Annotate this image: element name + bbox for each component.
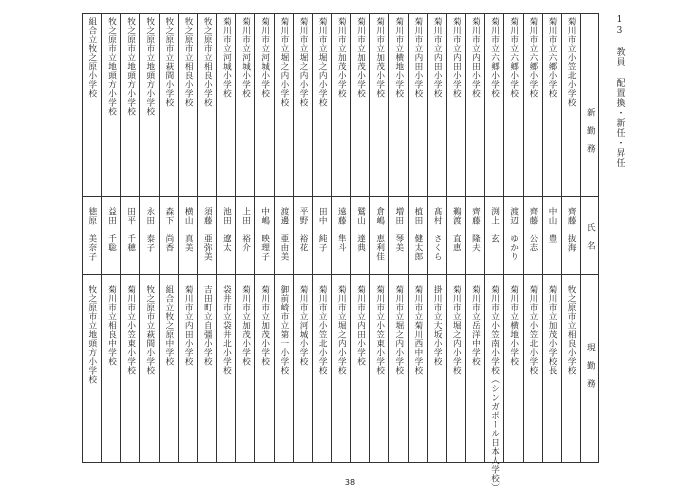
new-post-cell [447, 17, 465, 98]
name-cell-text: 池田 遼太 [221, 207, 232, 252]
current-post-cell-text: 牧之原市立萩間小学校 [144, 285, 155, 375]
current-post-cell-text: 菊川市立小笠東小学校 [374, 285, 385, 375]
name-cell [179, 207, 197, 252]
table-row [120, 13, 139, 463]
current-post-cell [160, 285, 178, 366]
table-row [503, 13, 522, 463]
new-post-cell [524, 17, 542, 98]
name-cell [332, 207, 350, 252]
new-post-cell-text: 菊川市立河城小学校 [240, 17, 251, 98]
current-post-cell [294, 285, 312, 366]
name-cell [389, 207, 407, 252]
current-post-cell [332, 285, 350, 375]
name-cell-text: 増田 琴美 [393, 207, 404, 252]
table-row [542, 13, 561, 463]
table-row [274, 13, 293, 463]
name-cell-text: 鵜渡 直恵 [451, 207, 462, 252]
name-cell-text: 倉嶋 恵利佳 [374, 207, 385, 261]
new-post-cell-text: 菊川市立加茂小学校 [355, 17, 366, 98]
name-cell [140, 207, 158, 252]
name-cell [504, 207, 522, 261]
name-cell [160, 207, 178, 252]
new-post-cell-text: 菊川市立六郷小学校 [527, 17, 538, 98]
table-row [408, 13, 427, 463]
name-cell-text: 齊藤 公志 [527, 207, 538, 252]
new-post-cell-text: 牧之原市立地頭方小学校 [125, 17, 136, 116]
current-post-cell [389, 285, 407, 375]
current-post-cell-text: 菊川市立岳洋中学校 [470, 285, 481, 366]
current-post-cell-text: 菊川市立内田小学校 [183, 285, 194, 366]
new-post-cell-text: 菊川市立六郷小学校 [547, 17, 558, 98]
section-title-text: 13 教員 配置換・新任・昇任 [614, 15, 625, 168]
name-cell-text: 植田 健太郎 [412, 207, 423, 261]
name-cell [82, 207, 101, 261]
name-cell-text: 渡邊 亜由美 [278, 207, 289, 261]
name-cell [428, 207, 446, 261]
new-post-cell-text: 菊川市立河城小学校 [221, 17, 232, 98]
current-post-cell [370, 285, 388, 375]
current-post-cell [121, 285, 139, 375]
name-cell-text: 髙村 さくら [432, 207, 443, 261]
new-post-cell-text: 牧之原市立萩間小学校 [163, 17, 174, 107]
name-cell [313, 207, 331, 252]
name-cell [370, 207, 388, 261]
name-cell [543, 207, 561, 243]
table-row [369, 13, 388, 463]
current-post-cell-text: 菊川市立小笠北小学校 [527, 285, 538, 375]
new-post-cell [198, 17, 216, 107]
new-post-cell-text: 菊川市立六郷小学校 [489, 17, 500, 98]
name-cell-text: 益田 千聡 [106, 207, 117, 252]
current-post-cell [255, 285, 273, 366]
current-post-cell [428, 285, 446, 366]
current-post-cell [198, 285, 216, 366]
new-post-cell [409, 17, 427, 98]
name-cell-text: 中嶋 映理子 [259, 207, 270, 261]
name-cell [236, 207, 254, 252]
name-cell [255, 207, 273, 261]
table-row [427, 13, 446, 463]
new-post-cell-text: 牧之原市立地頭方小学校 [106, 17, 117, 116]
new-post-cell-text: 菊川市立横地小学校 [393, 17, 404, 98]
new-post-cell-text: 組合立牧之原小学校 [86, 17, 97, 98]
section-title [606, 15, 632, 168]
name-cell [275, 207, 293, 261]
name-cell-text: 渡辺 ゆかり [508, 207, 519, 261]
table-row [561, 13, 580, 463]
current-post-cell [236, 285, 254, 366]
new-post-cell [313, 17, 331, 107]
new-post-cell [140, 17, 158, 116]
current-post-cell [466, 285, 484, 366]
new-post-cell [562, 17, 580, 107]
current-post-cell-text: 袋井市立袋井北小学校 [221, 285, 232, 375]
new-post-cell-text: 菊川市立小笠北小学校 [566, 17, 577, 107]
current-post-cell [275, 285, 293, 375]
new-post-cell-text: 菊川市立内田小学校 [451, 17, 462, 98]
table-row [484, 13, 503, 492]
table-row [178, 13, 197, 463]
current-post-cell-text: 菊川市立小笠北小学校 [317, 285, 328, 375]
current-post-cell-text: 組合立牧之原中学校 [163, 285, 174, 366]
table-row [293, 13, 312, 463]
new-post-cell [504, 17, 522, 98]
name-cell [409, 207, 427, 261]
new-post-cell [485, 17, 503, 98]
name-cell-text: 須藤 亜弥美 [202, 207, 213, 261]
name-cell [294, 207, 312, 252]
current-post-cell-text: 菊川市立河城小学校 [298, 285, 309, 366]
new-post-cell-text: 牧之原市立相良小学校 [202, 17, 213, 107]
current-post-cell-text: 菊川市立横地小学校 [508, 285, 519, 366]
current-post-cell-text: 菊川市立相良中学校 [106, 285, 117, 366]
new-post-cell [275, 17, 293, 107]
header-new-post: 新 勤 務 [585, 108, 596, 153]
new-post-cell [389, 17, 407, 98]
name-cell [524, 207, 542, 252]
name-cell [485, 207, 503, 243]
new-post-cell [160, 17, 178, 107]
name-cell-text: 森下 尚香 [163, 207, 174, 252]
current-post-cell-text: 掛川市立大坂小学校 [432, 285, 443, 366]
new-post-cell [543, 17, 561, 98]
name-cell-text: 横山 真美 [183, 207, 194, 252]
header-name: 氏 名 [585, 223, 596, 250]
name-cell-text: 鷲山 達典 [355, 207, 366, 252]
name-cell-text: 田平 千穂 [125, 207, 136, 252]
name-cell [198, 207, 216, 261]
current-post-cell [217, 285, 235, 375]
table-row [101, 13, 120, 463]
new-post-cell [236, 17, 254, 98]
new-post-cell-text: 菊川市立内田小学校 [412, 17, 423, 98]
current-post-cell-text: 菊川市立加茂小学校 [240, 285, 251, 366]
current-post-cell [409, 285, 427, 375]
new-post-cell-text: 菊川市立加茂小学校 [336, 17, 347, 98]
current-post-cell [140, 285, 158, 375]
name-cell [351, 207, 369, 252]
table-row [216, 13, 235, 463]
current-post-cell [313, 285, 331, 375]
current-post-cell-text: 牧之原市立相良小学校 [566, 285, 577, 375]
name-cell-text: 遠藤 隼斗 [336, 207, 347, 252]
current-post-cell-text: 菊川市立加茂小学校長 [547, 285, 558, 375]
table-row [82, 13, 101, 463]
new-post-cell [255, 17, 273, 98]
new-post-cell [370, 17, 388, 98]
current-post-cell-text: 菊川市立内田小学校 [355, 285, 366, 366]
new-post-cell-text: 菊川市立河城小学校 [259, 17, 270, 98]
current-post-cell-text: 菊川市立加茂小学校 [259, 285, 270, 366]
current-post-cell-text: 吉田町立自彊小学校 [202, 285, 213, 366]
table-row [139, 13, 158, 463]
current-post-cell-text: 菊川市立堀之内小学校 [451, 285, 462, 375]
name-cell [447, 207, 465, 252]
new-post-cell [351, 17, 369, 98]
name-cell-text: 上田 裕介 [240, 207, 251, 252]
name-cell [562, 207, 580, 252]
name-cell [121, 207, 139, 252]
table-row [159, 13, 178, 463]
table-row [254, 13, 273, 463]
current-post-cell-text: 菊川市立小笠南小学校（シンガポール日本人学校） [489, 285, 500, 492]
current-post-cell [485, 285, 503, 492]
current-post-cell [179, 285, 197, 366]
name-cell-text: 永田 泰子 [144, 207, 155, 252]
new-post-cell-text: 菊川市立堀之内小学校 [278, 17, 289, 107]
name-cell [102, 207, 120, 252]
new-post-cell [102, 17, 120, 116]
new-post-cell-text: 菊川市立内田小学校 [432, 17, 443, 98]
name-cell-text: 渕上 玄 [489, 207, 500, 243]
table-row [388, 13, 407, 463]
new-post-cell [179, 17, 197, 107]
current-post-cell [447, 285, 465, 375]
table-row [312, 13, 331, 463]
new-post-cell [332, 17, 350, 98]
header-column [580, 13, 599, 463]
current-post-cell-text: 牧之原市立地頭方小学校 [86, 285, 97, 384]
current-post-cell [543, 285, 561, 375]
table-row [350, 13, 369, 463]
table-row [523, 13, 542, 463]
name-cell [466, 207, 484, 252]
name-cell-text: 田中 純子 [317, 207, 328, 252]
current-post-cell-text: 御前崎市立第一小学校 [278, 285, 289, 375]
new-post-cell [428, 17, 446, 98]
current-post-cell [562, 285, 580, 375]
new-post-cell-text: 菊川市立堀之内小学校 [317, 17, 328, 107]
current-post-cell [82, 285, 101, 384]
current-post-cell [102, 285, 120, 366]
new-post-cell-text: 菊川市立堀之内小学校 [298, 17, 309, 107]
name-cell-text: 齊藤 抜海 [566, 207, 577, 252]
current-post-cell [351, 285, 369, 366]
new-post-cell [217, 17, 235, 98]
table-row [197, 13, 216, 463]
table-row [331, 13, 350, 463]
table-row [465, 13, 484, 463]
new-post-cell [121, 17, 139, 116]
current-post-cell-text: 菊川市立堀之内小学校 [393, 285, 404, 375]
new-post-cell [466, 17, 484, 98]
name-cell-text: 齊藤 隆夫 [470, 207, 481, 252]
table-row [446, 13, 465, 463]
current-post-cell-text: 菊川市立小笠東小学校 [125, 285, 136, 375]
name-cell [217, 207, 235, 252]
header-current-post: 現 勤 務 [585, 343, 596, 388]
current-post-cell-text: 菊川市立堀之内小学校 [336, 285, 347, 375]
page-number: 38 [344, 478, 356, 487]
current-post-cell [524, 285, 542, 375]
new-post-cell-text: 牧之原市立地頭方小学校 [144, 17, 155, 116]
table-row [235, 13, 254, 463]
new-post-cell [294, 17, 312, 107]
name-cell-text: 徳原 美奈子 [86, 207, 97, 261]
name-cell-text: 中山 豊 [547, 207, 558, 243]
name-cell-text: 平野 裕花 [298, 207, 309, 252]
new-post-cell-text: 菊川市立加茂小学校 [374, 17, 385, 98]
new-post-cell [82, 17, 101, 98]
new-post-cell-text: 牧之原市立相良小学校 [183, 17, 194, 107]
new-post-cell-text: 菊川市立内田小学校 [470, 17, 481, 98]
new-post-cell-text: 菊川市立六郷小学校 [508, 17, 519, 98]
current-post-cell [504, 285, 522, 366]
current-post-cell-text: 菊川市立菊川西中学校 [412, 285, 423, 375]
